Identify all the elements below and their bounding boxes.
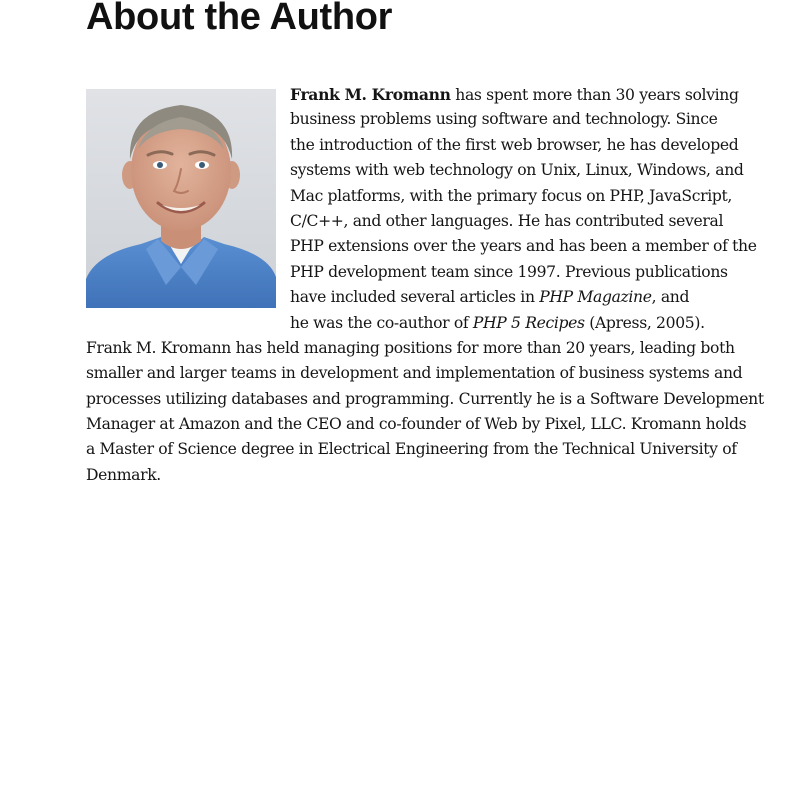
bio-text: , and <box>651 288 690 307</box>
bio-line: PHP extensions over the years and has been a member of the <box>290 237 757 256</box>
bio-line: business problems using software and technology. Since <box>290 110 718 129</box>
bio-line: Mac platforms, with the primary focus on PHP, JavaScript, <box>290 186 733 205</box>
bio-text: have included several articles in <box>290 288 540 307</box>
bio-line: the introduction of the first web browser, he has developed <box>290 135 739 154</box>
publication-title: PHP Magazine <box>539 288 652 307</box>
bio-line: Manager at Amazon and the CEO and co-founder of Web by Pixel, LLC. Kromann holds <box>86 415 747 434</box>
page-title: About the Author <box>86 0 393 38</box>
book-title: PHP 5 Recipes <box>472 313 585 332</box>
bio-text: he was the co-author of <box>290 313 473 332</box>
bio-line: a Master of Science degree in Electrical Engineering from the Technical University of <box>86 440 737 459</box>
bio-line: C/C++, and other languages. He has contributed several <box>290 211 724 230</box>
bio-text: (Apress, 2005). <box>584 313 705 332</box>
bio-line: systems with web technology on Unix, Linux, Windows, and <box>290 161 744 180</box>
bio-line: processes utilizing databases and programming. Currently he is a Software Development <box>86 389 764 408</box>
bio-line: Frank M. Kromann has held managing positions for more than 20 years, leading both <box>86 338 735 357</box>
bio-line: PHP development team since 1997. Previous publications <box>290 262 728 281</box>
author-name: Frank M. Kromann <box>290 85 451 104</box>
author-photo <box>86 89 276 308</box>
bio-text: has spent more than 30 years solving <box>450 86 739 104</box>
portrait-illustration <box>86 89 276 308</box>
bio-line <box>86 311 746 336</box>
bio-line: Denmark. <box>86 465 161 484</box>
bio-line: smaller and larger teams in development and implementation of business systems and <box>86 364 743 383</box>
